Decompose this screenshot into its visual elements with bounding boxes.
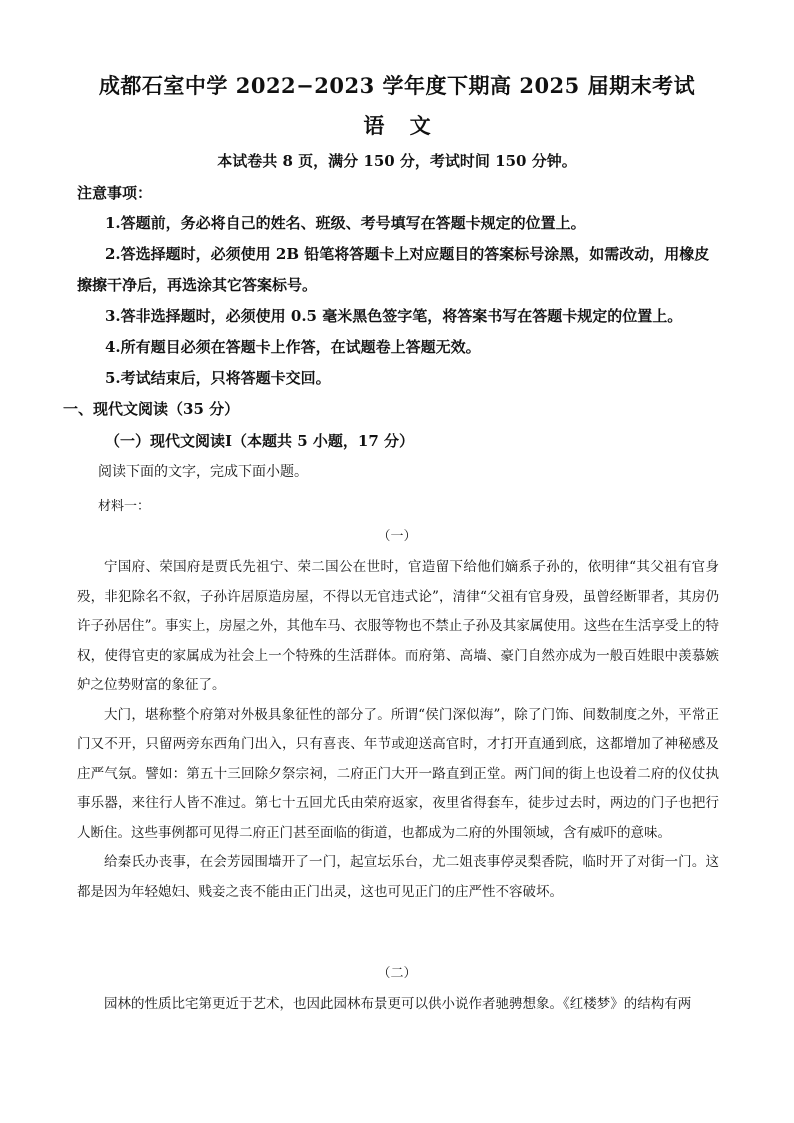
note-item: 1.答题前，务必将自己的姓名、班级、考号填写在答题卡规定的位置上。 xyxy=(105,214,586,232)
passage-paragraph: 大门，堪称整个府第对外极具象征性的部分了。所谓“侯门深似海”，除了门饰、间数制度之外，平常正门又不开，只留两旁东西角门出入，只有喜丧、年节或迎送高官时，才打开直通到底，这都增加了神秘感及庄严气氛。譬如：第五十三回除夕祭宗祠，二府正门大开一路直到正堂。两门间的街上也设着二府的仪仗执事乐器，来往行人皆不准过。第七十五回尤氏由荣府返家，夜里省得套车，徒步过去时，两边的门子也把行人断住。这些事例都可见得二府正门甚至面临的街道，也都成为二府的外围领域，含有威吓的意味。 xyxy=(77,706,719,841)
reading-instruction: 阅读下面的文字，完成下面小题。 xyxy=(98,464,308,480)
note-item: 4.所有题目必须在答题卡上作答，在试题卷上答题无效。 xyxy=(105,338,481,356)
passage-part-1 xyxy=(77,553,719,907)
passage-part-2 xyxy=(77,990,719,1020)
part-marker: （一） xyxy=(377,529,417,544)
passage-paragraph: 给秦氏办丧事，在会芳园围墙开了一门，起宣坛乐台，尤二姐丧事停灵梨香院，临时开了对街一门。这都是因为年轻媳妇、贱妾之丧不能由正门出灵，这也可见正门的庄严性不容破坏。 xyxy=(77,854,719,900)
material-label: 材料一： xyxy=(98,499,151,514)
note-item: 3.答非选择题时，必须使用 0.5 毫米黑色签字笔，将答案书写在答题卡规定的位置上。 xyxy=(105,307,683,325)
subject-heading: 语 文 xyxy=(363,113,431,138)
note-item: 5.考试结束后，只将答题卡交回。 xyxy=(105,369,331,387)
section-heading: 一、现代文阅读（35 分） xyxy=(63,400,240,418)
exam-info: 本试卷共 8 页，满分 150 分，考试时间 150 分钟。 xyxy=(217,152,577,170)
notes-heading: 注意事项： xyxy=(77,184,153,202)
notes-list xyxy=(77,208,719,394)
passage-paragraph: 园林的性质比宅第更近于艺术，也因此园林布景更可以供小说作者驰骋想象。《红楼梦》的结构有两 xyxy=(104,996,692,1012)
part-marker: （二） xyxy=(377,966,417,981)
exam-title: 成都石室中学 2022−2023 学年度下期高 2025 届期末考试 xyxy=(98,73,696,98)
passage-paragraph: 宁国府、荣国府是贾氏先祖宁、荣二国公在世时，官造留下给他们嫡系子孙的，依明律“其父祖有官身殁，非犯除名不叙，子孙许居原造房屋，不得以无官违式论”，清律“父祖有官身殁，虽曾经断罪者，其房仍许子孙居住”。事实上，房屋之外，其他车马、衣服等物也不禁止子孙及其家属使用。这些在生活享受上的特权，使得官吏的家属成为社会上一个特殊的生活群体。而府第、高墙、豪门自然亦成为一般百姓眼中羡慕嫉妒之位势财富的象征了。 xyxy=(77,559,719,693)
note-item: 2.答选择题时，必须使用 2B 铅笔将答题卡上对应题目的答案标号涂黑，如需改动，用橡皮擦擦干净后，再选涂其它答案标号。 xyxy=(77,245,710,294)
subsection-heading: （一）现代文阅读Ⅰ（本题共 5 小题，17 分） xyxy=(105,432,414,450)
